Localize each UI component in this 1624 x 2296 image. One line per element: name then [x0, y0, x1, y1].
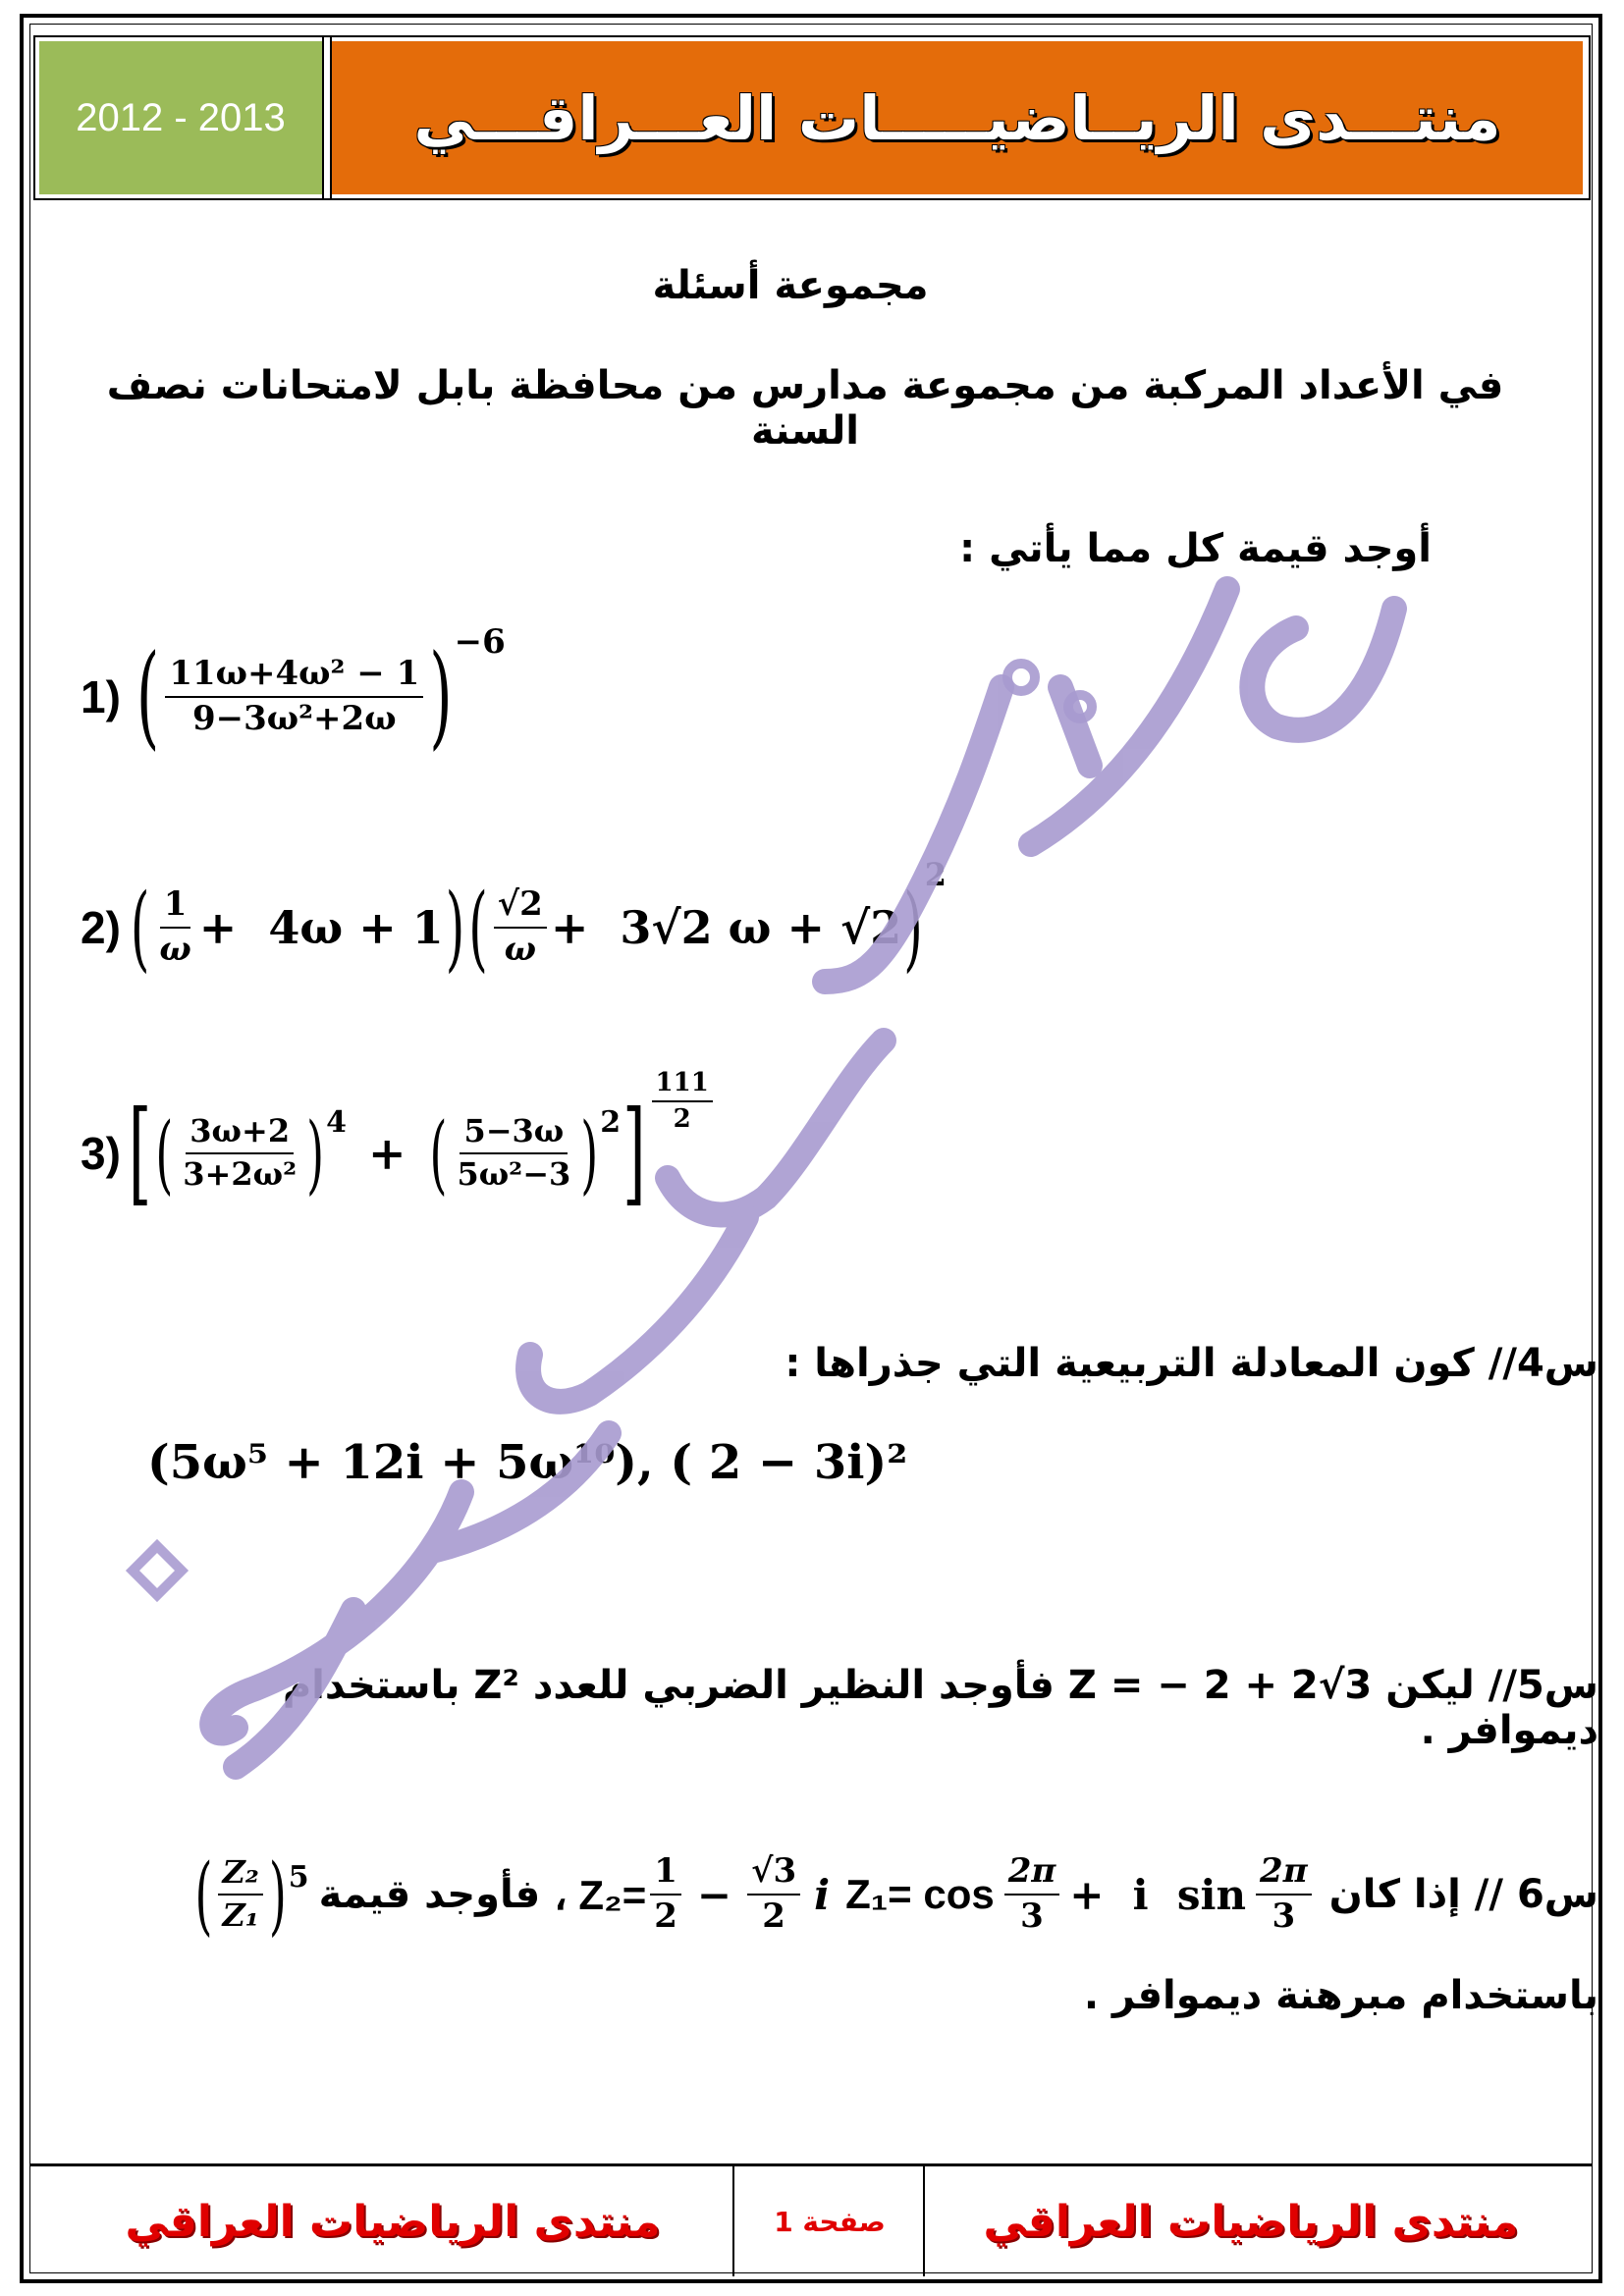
footer-right-title: منتدى الرياضيات العراقي — [983, 2196, 1519, 2247]
footer-page-number: صفحة 1 — [774, 2205, 886, 2238]
question-6-plus-i-sin: + i sin — [1069, 1870, 1247, 1919]
question-3-outer-power-num: 111 — [652, 1070, 713, 1102]
question-3: 3) [ ( $\frac{3\omega+2}{\text{3+2ω²}}$ ) 4 + ( $\frac{5-3\omega}{\text{5ω²−3}}$ ) 2 ] $\frac{111}{2}$ — [81, 1070, 717, 1237]
question-2-fraction-2-den: ω — [504, 930, 536, 969]
question-3-fraction-a-den: 3+2ω² — [183, 1155, 298, 1193]
question-3-fraction-b-den: 5ω²−3 — [457, 1155, 571, 1193]
question-1-power: −6 — [454, 622, 506, 662]
header-years: 2012 - 2013 — [39, 41, 322, 194]
question-6-z1-prefix: Z₁= cos — [845, 1871, 995, 1917]
footer-divider-2 — [923, 2166, 925, 2276]
question-3-number: 3) — [81, 1128, 121, 1179]
question-6-sin-arg-den: 3 — [1272, 1896, 1296, 1936]
footer-left-title: منتدى الرياضيات العراقي — [125, 2196, 661, 2247]
question-2-fraction-2-num: √2 — [494, 887, 547, 929]
question-2-fraction-1-num: 1 — [160, 887, 191, 929]
question-6-line-2: باستخدام مبرهنة ديموافر . — [1083, 1973, 1598, 2018]
question-2-number: 2) — [81, 902, 121, 953]
question-6-ratio-power: 5 — [288, 1860, 309, 1896]
question-5-label: س5// ليكن Z = − 2 + 2√3 فأوجد النظير الضربي للعدد Z² باستخدام ديموافر . — [282, 1663, 1598, 1753]
question-6-label-start: س6 // إذا كان — [1328, 1872, 1598, 1917]
question-6-half-num: 1 — [650, 1854, 681, 1896]
question-2-fraction-1-den: ω — [159, 930, 191, 969]
question-2-term-2: + 3√2 ω + √2 — [550, 901, 902, 954]
question-1-numerator: 11ω+4ω² − 1 — [165, 657, 423, 698]
question-3-fraction-b-num: 5−3ω — [460, 1115, 568, 1154]
question-6-find: فأوجد قيمة — [318, 1872, 541, 1917]
question-1-number: 1) — [81, 671, 121, 722]
footer-divider-1 — [732, 2166, 734, 2276]
question-6-ratio-den: Z₁ — [222, 1896, 259, 1934]
question-4-label: س4// كون المعادلة التربيعية التي جذراها : — [785, 1341, 1598, 1386]
question-6-i: i — [814, 1870, 831, 1919]
question-6-minus: − — [696, 1870, 732, 1919]
footer — [29, 2163, 1593, 2276]
question-6-ratio-num: Z₂ — [218, 1856, 262, 1896]
question-instruction: أوجد قيمة كل مما يأتي : — [959, 526, 1432, 571]
question-3-power-a: 4 — [326, 1105, 347, 1140]
question-3-plus: + — [367, 1127, 406, 1180]
question-6-cos-arg-num: 2π — [1004, 1854, 1060, 1896]
question-3-power-b: 2 — [600, 1105, 622, 1140]
question-2-term-1: + 4ω + 1 — [198, 901, 444, 954]
header-title: منتـــدى الريــاضيـــــات العـــراقـــي — [332, 41, 1583, 194]
question-6-z2-prefix: ، Z₂= — [554, 1871, 647, 1918]
question-6-cos-arg-den: 3 — [1020, 1896, 1044, 1936]
question-4-roots: (5ω⁵ + 12i + 5ω¹⁰), ( 2 − 3i)² — [147, 1435, 908, 1490]
question-6-ratio: ( $\frac{\text{Z₂}}{\text{Z₁}}$ ) 5 — [194, 1843, 309, 1946]
question-3-outer-power-den: 2 — [673, 1104, 691, 1135]
section-heading: مجموعة أسئلة — [652, 263, 929, 308]
section-subtitle: في الأعداد المركبة من مجموعة مدارس من محافظة بابل لامتحانات نصف السنة — [106, 363, 1504, 454]
question-6-root3-den: 2 — [762, 1896, 785, 1936]
question-3-fraction-a-num: 3ω+2 — [186, 1115, 294, 1154]
question-6-half-den: 2 — [654, 1896, 677, 1936]
question-1-denominator: 9−3ω²+2ω — [191, 699, 397, 738]
question-6-sin-arg-num: 2π — [1256, 1854, 1312, 1896]
question-6-root3-num: √3 — [747, 1854, 800, 1896]
question-2-power: 2 — [924, 856, 947, 893]
question-1: 1) ( $\frac{\text{11ω+4ω² − 1}}{\text{9−3ω²+2ω}}$ ) −6 — [81, 622, 506, 763]
question-2: 2) ( $\frac{1}{\omega}$ + 4ω + 1 ) ( $\frac{√2}{\omega}$ + 3√2 ω + √2 ) 2 — [81, 856, 947, 983]
